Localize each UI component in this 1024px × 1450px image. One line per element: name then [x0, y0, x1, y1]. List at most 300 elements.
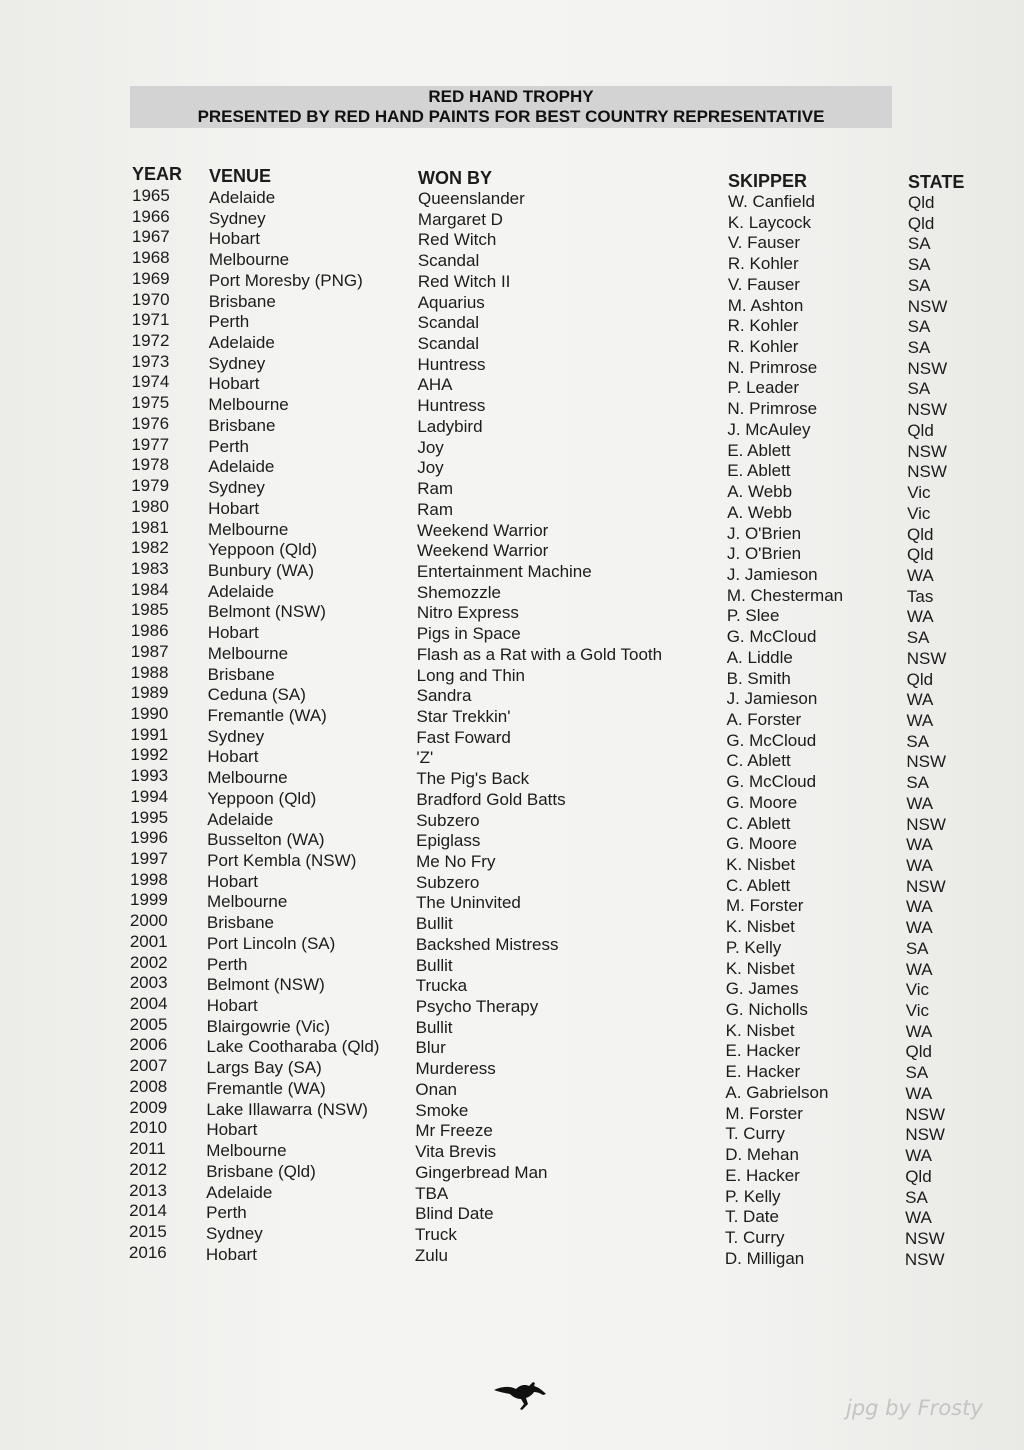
header-skipper: SKIPPER — [728, 171, 808, 191]
cell-venue: Perth — [206, 954, 248, 974]
cell-state: Qld — [907, 545, 934, 565]
table-row — [0, 434, 1024, 461]
cell-won-by: Smoke — [415, 1100, 469, 1120]
cell-year: 1970 — [131, 289, 170, 309]
title-line-1: RED HAND TROPHY — [428, 87, 594, 106]
cell-venue: Port Lincoln (SA) — [206, 933, 336, 953]
cell-won-by: Bullit — [415, 914, 453, 934]
cell-won-by: Bradford Gold Batts — [416, 789, 566, 809]
cell-venue: Perth — [208, 312, 250, 332]
cell-won-by: Truck — [415, 1224, 457, 1244]
table-row — [0, 931, 1024, 958]
kangaroo-icon — [492, 1376, 548, 1412]
cell-venue: Brisbane — [207, 664, 275, 684]
cell-year: 2014 — [129, 1201, 167, 1221]
cell-venue: Melbourne — [208, 519, 289, 539]
cell-skipper: E. Hacker — [725, 1062, 801, 1082]
cell-skipper: K. Laycock — [727, 212, 812, 232]
cell-skipper: A. Webb — [727, 482, 793, 502]
cell-skipper: M. Chesterman — [726, 585, 844, 605]
table-row — [0, 393, 1024, 420]
cell-year: 1985 — [130, 600, 169, 620]
cell-skipper: M. Forster — [726, 896, 804, 916]
cell-venue: Sydney — [206, 1223, 263, 1243]
cell-skipper: K. Nisbet — [726, 855, 796, 874]
cell-skipper: R. Kohler — [727, 254, 799, 274]
table-row — [0, 579, 1024, 606]
cell-state: SA — [907, 275, 931, 295]
cell-skipper: G. Moore — [726, 834, 797, 854]
cell-won-by: Backshed Mistress — [415, 934, 559, 954]
cell-won-by: Subzero — [416, 810, 480, 830]
cell-skipper: W. Canfield — [728, 192, 815, 211]
cell-year: 1981 — [131, 517, 169, 537]
cell-venue: Adelaide — [208, 333, 275, 353]
cell-won-by: Star Trekkin' — [416, 706, 511, 726]
table-row — [0, 1097, 1024, 1124]
cell-year: 1995 — [130, 807, 169, 827]
cell-skipper: P. Slee — [726, 606, 780, 626]
cell-state: WA — [906, 607, 934, 627]
cell-year: 1991 — [130, 724, 169, 744]
cell-won-by: Flash as a Rat with a Gold Tooth — [416, 644, 663, 664]
cell-venue: Belmont (NSW) — [207, 602, 326, 622]
cell-year: 1965 — [132, 186, 170, 205]
cell-skipper: T. Date — [725, 1207, 779, 1227]
table-row — [0, 496, 1024, 523]
cell-skipper: T. Curry — [725, 1124, 785, 1144]
table-row — [0, 766, 1024, 793]
cell-year: 1998 — [130, 869, 168, 889]
cell-won-by: Joy — [417, 458, 444, 478]
cell-year: 1975 — [131, 393, 170, 413]
cell-skipper: J. McAuley — [727, 419, 811, 439]
cell-venue: Hobart — [208, 374, 260, 394]
cell-skipper: A. Webb — [727, 502, 792, 522]
cell-state: Qld — [905, 1166, 932, 1186]
cell-won-by: AHA — [417, 375, 453, 395]
cell-venue: Melbourne — [206, 1141, 287, 1161]
cell-year: 1977 — [131, 434, 170, 454]
cell-venue: Hobart — [206, 996, 258, 1016]
table-row — [0, 1221, 1024, 1248]
cell-venue: Hobart — [207, 747, 259, 767]
cell-year: 1997 — [130, 849, 168, 868]
cell-skipper: V. Fauser — [727, 274, 800, 294]
cell-won-by: 'Z' — [416, 748, 434, 768]
cell-skipper: R. Kohler — [727, 316, 799, 336]
cell-skipper: V. Fauser — [727, 233, 801, 253]
table-row — [0, 869, 1024, 896]
cell-won-by: Psycho Therapy — [415, 997, 539, 1017]
cell-skipper: K. Nisbet — [725, 917, 795, 937]
cell-year: 1976 — [131, 413, 170, 433]
cell-year: 1967 — [131, 227, 170, 247]
cell-state: NSW — [907, 400, 948, 420]
cell-year: 1992 — [130, 745, 169, 765]
table-row — [0, 807, 1024, 834]
cell-skipper: E. Ablett — [727, 461, 791, 481]
table-row — [0, 413, 1024, 440]
cell-venue: Melbourne — [207, 643, 289, 663]
cell-won-by: Queenslander — [418, 189, 525, 208]
cell-venue: Hobart — [208, 498, 260, 518]
table-row — [0, 786, 1024, 813]
cell-skipper: P. Kelly — [725, 1186, 781, 1206]
cell-year: 1993 — [130, 766, 169, 786]
cell-won-by: TBA — [415, 1183, 449, 1203]
table-row — [0, 911, 1024, 938]
cell-venue: Hobart — [207, 623, 259, 643]
table-row — [0, 455, 1024, 482]
cell-won-by: Vita Brevis — [415, 1142, 497, 1162]
cell-skipper: G. Nicholls — [725, 1000, 808, 1020]
cell-skipper: M. Ashton — [727, 295, 804, 315]
table-row — [0, 289, 1024, 316]
cell-state: WA — [906, 835, 933, 855]
cell-won-by: Joy — [417, 437, 444, 457]
cell-year: 2006 — [129, 1035, 168, 1055]
cell-venue: Melbourne — [208, 395, 289, 415]
cell-state: SA — [907, 338, 931, 358]
cell-won-by: Ram — [417, 479, 454, 499]
table-row — [0, 641, 1024, 668]
cell-won-by: Subzero — [416, 872, 480, 892]
cell-state: NSW — [904, 1249, 945, 1269]
cell-won-by: Weekend Warrior — [417, 541, 549, 561]
title-line-2: PRESENTED BY RED HAND PAINTS FOR BEST COUNTRY REPRESENTATIVE — [197, 107, 825, 126]
title-banner — [130, 86, 892, 128]
cell-skipper: D. Mehan — [725, 1145, 799, 1165]
table-row — [0, 372, 1024, 399]
cell-skipper: E. Hacker — [725, 1041, 801, 1061]
cell-year: 1972 — [131, 331, 170, 351]
cell-won-by: Weekend Warrior — [417, 520, 549, 540]
table-row — [0, 538, 1024, 565]
cell-skipper: M. Forster — [725, 1103, 803, 1123]
table-row — [0, 973, 1024, 1000]
cell-won-by: Scandal — [417, 313, 480, 333]
cell-year: 1994 — [130, 786, 169, 806]
cell-state: SA — [907, 379, 931, 399]
cell-year: 1980 — [131, 496, 169, 516]
cell-venue: Hobart — [207, 871, 259, 891]
cell-state: Qld — [907, 213, 935, 233]
table-row — [0, 849, 1024, 875]
cell-won-by: Blur — [415, 1038, 446, 1058]
cell-won-by: Entertainment Machine — [416, 561, 592, 581]
cell-state: Vic — [907, 503, 931, 523]
cell-won-by: Mr Freeze — [415, 1121, 493, 1141]
cell-state: WA — [906, 856, 933, 875]
cell-skipper: J. Jamieson — [726, 564, 818, 584]
cell-state: SA — [905, 1063, 929, 1083]
cell-venue: Hobart — [208, 229, 260, 249]
cell-year: 2004 — [129, 994, 168, 1014]
cell-year: 1966 — [131, 206, 170, 226]
cell-year: 1988 — [130, 662, 169, 682]
cell-skipper: A. Gabrielson — [725, 1082, 829, 1102]
cell-skipper: K. Nisbet — [725, 1020, 795, 1040]
cell-won-by: Margaret D — [417, 209, 503, 229]
cell-skipper: G. Moore — [726, 792, 798, 812]
cell-year: 2008 — [129, 1076, 168, 1096]
cell-state: NSW — [906, 876, 946, 896]
cell-venue: Ceduna (SA) — [207, 685, 306, 705]
table-row — [0, 476, 1024, 503]
table-row — [0, 310, 1024, 337]
cell-state: WA — [905, 1208, 932, 1228]
cell-state: WA — [905, 918, 933, 938]
cell-venue: Lake Cootharaba (Qld) — [206, 1037, 380, 1057]
cell-state: NSW — [907, 296, 948, 316]
cell-state: SA — [905, 1187, 928, 1207]
cell-year: 2013 — [129, 1180, 167, 1200]
cell-state: NSW — [907, 462, 947, 482]
cell-venue: Perth — [208, 436, 249, 456]
table-row — [0, 828, 1024, 855]
cell-year: 1974 — [131, 372, 170, 392]
cell-won-by: Ram — [417, 499, 454, 519]
cell-venue: Port Kembla (NSW) — [207, 851, 357, 870]
cell-won-by: Huntress — [417, 396, 486, 416]
table-row — [0, 621, 1024, 648]
cell-won-by: Long and Thin — [416, 665, 526, 685]
cell-state: NSW — [905, 1228, 945, 1248]
table-row — [0, 558, 1024, 585]
cell-skipper: K. Nisbet — [725, 958, 795, 978]
table-row — [0, 600, 1024, 627]
cell-venue: Lake Illawarra (NSW) — [206, 1099, 368, 1119]
cell-won-by: Aquarius — [417, 292, 485, 312]
header-year: YEAR — [132, 164, 183, 184]
cell-state: WA — [905, 959, 933, 979]
cell-skipper: A. Liddle — [726, 647, 793, 667]
cell-venue: Brisbane — [208, 415, 276, 435]
cell-won-by: Red Witch II — [417, 271, 511, 291]
cell-year: 1983 — [130, 558, 169, 578]
cell-venue: Adelaide — [207, 581, 275, 601]
cell-skipper: J. O'Brien — [727, 523, 802, 543]
cell-year: 2000 — [129, 911, 168, 931]
cell-venue: Bunbury (WA) — [207, 560, 315, 580]
cell-year: 1973 — [131, 351, 170, 371]
cell-venue: Port Moresby (PNG) — [208, 270, 363, 290]
cell-venue: Busselton (WA) — [207, 830, 325, 850]
cell-won-by: Zulu — [414, 1245, 448, 1265]
cell-won-by: Shemozzle — [416, 582, 502, 602]
cell-state: SA — [905, 938, 929, 958]
table-row — [0, 186, 1024, 212]
cell-venue: Brisbane — [208, 291, 276, 311]
cell-venue: Adelaide — [208, 457, 275, 477]
cell-state: Vic — [907, 483, 931, 503]
cell-year: 2001 — [129, 931, 168, 951]
cell-year: 1969 — [131, 268, 170, 288]
cell-year: 1990 — [130, 703, 169, 723]
cell-state: NSW — [905, 1125, 945, 1145]
cell-state: SA — [906, 773, 929, 793]
cell-venue: Belmont (NSW) — [206, 975, 325, 995]
cell-state: NSW — [907, 441, 947, 461]
header-state: STATE — [908, 172, 965, 192]
table-row — [0, 890, 1024, 917]
table-row — [0, 662, 1024, 689]
cell-state: NSW — [905, 1104, 946, 1124]
table-row — [0, 331, 1024, 358]
header-won-by: WON BY — [418, 168, 492, 188]
table-row — [0, 517, 1024, 544]
cell-venue: Perth — [206, 1203, 247, 1223]
cell-venue: Hobart — [205, 1244, 257, 1264]
cell-state: WA — [906, 690, 934, 710]
cell-state: Qld — [907, 524, 934, 544]
cell-year: 1986 — [130, 621, 169, 641]
cell-won-by: Bullit — [415, 955, 453, 975]
cell-won-by: Pigs in Space — [416, 624, 521, 644]
cell-venue: Yeppoon (Qld) — [208, 540, 318, 560]
cell-venue: Yeppoon (Qld) — [207, 788, 317, 808]
cell-skipper: J. O'Brien — [727, 544, 802, 564]
cell-year: 1987 — [130, 641, 169, 661]
cell-venue: Largs Bay (SA) — [206, 1058, 322, 1078]
cell-skipper: B. Smith — [726, 668, 791, 688]
cell-venue: Brisbane (Qld) — [206, 1161, 316, 1181]
cell-venue: Sydney — [208, 478, 265, 498]
cell-state: WA — [905, 1021, 933, 1041]
cell-state: NSW — [906, 648, 947, 668]
cell-skipper: N. Primrose — [727, 399, 818, 419]
table-row — [0, 1076, 1024, 1103]
cell-won-by: Blind Date — [415, 1204, 494, 1224]
cell-skipper: G. McCloud — [726, 627, 817, 647]
cell-year: 2016 — [128, 1242, 167, 1262]
cell-venue: Blairgowrie (Vic) — [206, 1016, 331, 1036]
cell-venue: Hobart — [206, 1120, 258, 1140]
table-row — [0, 206, 1024, 233]
cell-venue: Fremantle (WA) — [207, 705, 327, 725]
cell-skipper: C. Ablett — [726, 751, 791, 771]
cell-year: 1979 — [131, 476, 170, 496]
cell-venue: Melbourne — [207, 892, 288, 912]
cell-year: 2005 — [129, 1014, 168, 1034]
cell-venue: Sydney — [207, 726, 265, 746]
cell-skipper: C. Ablett — [726, 813, 791, 833]
cell-year: 2010 — [129, 1118, 168, 1138]
cell-skipper: D. Milligan — [724, 1248, 805, 1268]
cell-skipper: C. Ablett — [726, 875, 791, 895]
cell-state: WA — [906, 897, 933, 917]
table-row — [0, 994, 1024, 1021]
watermark-text: jpg by Frosty — [846, 1396, 983, 1420]
cell-won-by: Scandal — [417, 334, 480, 354]
cell-venue: Sydney — [208, 208, 266, 228]
cell-year: 2011 — [129, 1139, 166, 1159]
cell-state: Vic — [905, 1001, 930, 1021]
cell-skipper: P. Kelly — [725, 937, 782, 957]
cell-won-by: Huntress — [417, 354, 486, 374]
cell-state: Tas — [906, 586, 934, 606]
cell-state: NSW — [906, 814, 946, 834]
cell-venue: Adelaide — [206, 1182, 273, 1202]
cell-skipper: T. Curry — [725, 1227, 785, 1247]
cell-skipper: G. McCloud — [726, 772, 817, 792]
table-row — [0, 1139, 1024, 1166]
cell-year: 1996 — [130, 828, 168, 848]
table-row — [0, 1180, 1024, 1207]
cell-venue: Melbourne — [207, 768, 288, 788]
cell-state: Qld — [905, 1042, 932, 1062]
table-row — [0, 248, 1024, 275]
cell-skipper: J. Jamieson — [726, 689, 818, 709]
table-row — [0, 952, 1024, 979]
table-row — [0, 1014, 1024, 1041]
cell-won-by: Onan — [415, 1079, 457, 1099]
cell-state: WA — [906, 793, 934, 813]
cell-won-by: Me No Fry — [416, 852, 496, 871]
cell-year: 1971 — [131, 310, 170, 330]
table-row — [0, 724, 1024, 751]
cell-skipper: E. Ablett — [727, 440, 791, 460]
header-venue: VENUE — [209, 166, 272, 186]
cell-year: 1989 — [130, 683, 169, 703]
table-row — [0, 1159, 1024, 1186]
table-row — [0, 1118, 1024, 1145]
table-row — [0, 1242, 1024, 1269]
table-row — [0, 351, 1024, 378]
cell-venue: Adelaide — [207, 809, 274, 829]
cell-won-by: Red Witch — [417, 230, 497, 250]
cell-won-by: Bullit — [415, 1017, 453, 1037]
cell-year: 1984 — [130, 579, 169, 599]
cell-year: 1999 — [130, 890, 168, 910]
cell-year: 2002 — [129, 952, 168, 972]
cell-state: SA — [907, 234, 931, 254]
cell-state: WA — [905, 1083, 933, 1103]
table-row — [0, 745, 1024, 772]
table-row — [0, 227, 1024, 254]
cell-skipper: G. McCloud — [726, 730, 817, 750]
cell-venue: Fremantle (WA) — [206, 1078, 326, 1098]
cell-state: Qld — [908, 193, 935, 212]
cell-year: 2007 — [129, 1056, 168, 1076]
table-row — [0, 1035, 1024, 1062]
cell-won-by: Nitro Express — [416, 603, 519, 623]
table-row — [0, 1201, 1024, 1228]
cell-won-by: Fast Foward — [416, 727, 511, 747]
cell-skipper: R. Kohler — [727, 337, 799, 357]
cell-won-by: Sandra — [416, 686, 472, 706]
cell-state: SA — [907, 255, 931, 275]
cell-state: WA — [905, 1146, 932, 1166]
cell-won-by: Trucka — [415, 976, 468, 996]
cell-skipper: G. James — [725, 979, 799, 999]
cell-year: 2012 — [129, 1159, 168, 1179]
cell-year: 2003 — [129, 973, 168, 993]
cell-skipper: N. Primrose — [727, 357, 818, 377]
cell-won-by: Scandal — [417, 251, 480, 271]
cell-year: 1978 — [131, 455, 170, 475]
cell-state: NSW — [907, 358, 948, 378]
table-row — [0, 683, 1024, 710]
cell-skipper: E. Hacker — [725, 1165, 800, 1185]
cell-skipper: A. Forster — [726, 709, 802, 729]
cell-venue: Adelaide — [209, 188, 276, 207]
table-row — [0, 703, 1024, 730]
cell-won-by: Ladybird — [417, 416, 483, 436]
cell-won-by: The Pig's Back — [416, 769, 530, 789]
cell-won-by: Murderess — [415, 1059, 496, 1079]
